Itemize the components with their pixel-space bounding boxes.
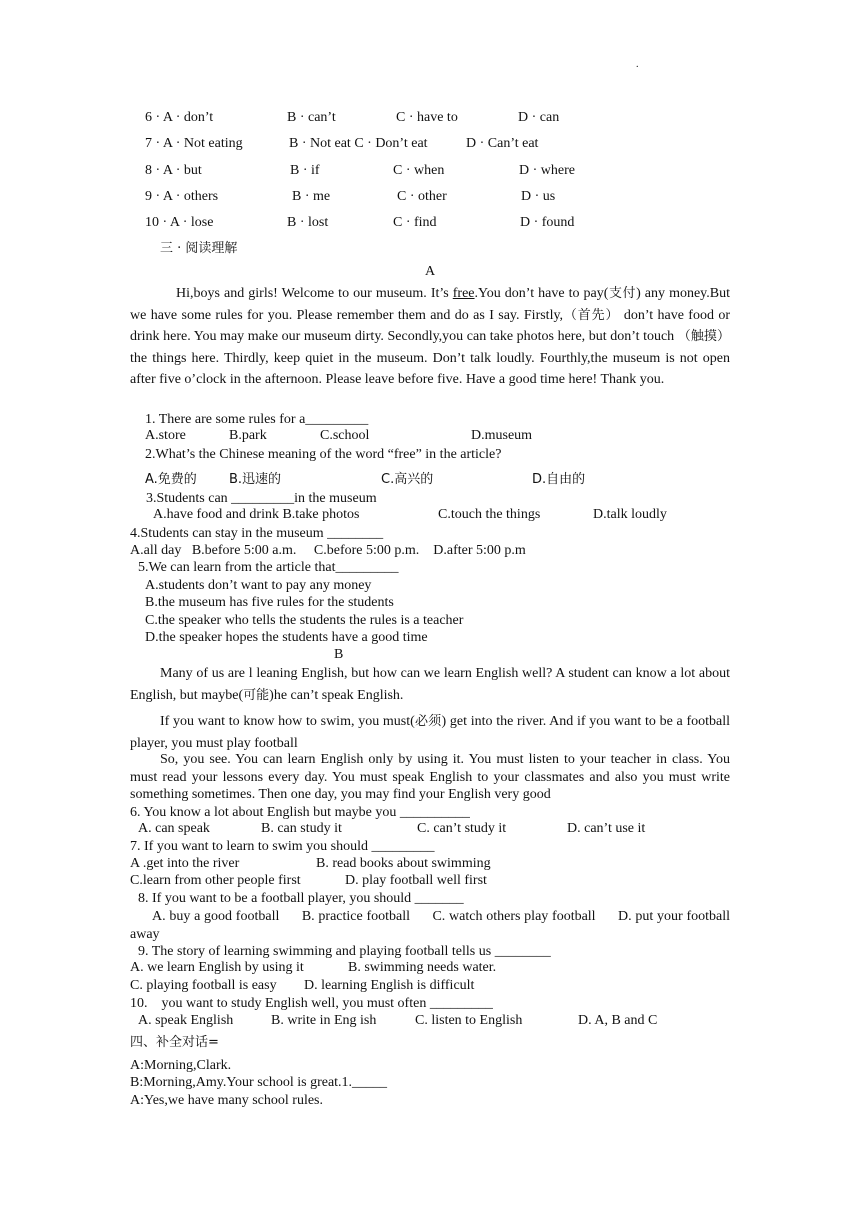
question-5: 5.We can learn from the article that_________ [138,560,399,575]
passage-b-p1: Many of us are l leaning English, but how can we learn English well? A student can know a lot about English, but maybe(可能)he can’t speak English. [130,666,730,703]
dialogue-line-2: B:Morning,Amy.Your school is great.1._____ [130,1075,388,1090]
question-4: 4.Students can stay in the museum ________ [130,526,384,541]
q4-options: A.all day B.before 5:00 a.m. C.before 5:00 p.m. D.after 5:00 p.m [130,543,526,558]
q9-option-b: B. swimming needs water. [348,960,497,975]
option-d: D · where [519,163,575,178]
option-b: B · can’t [287,110,336,125]
question-6: 6. You know a lot about English but maybe you __________ [130,805,470,820]
option-c: C · find [393,215,437,230]
question-9: 9. The story of learning swimming and playing football tells us ________ [138,944,551,959]
question-1: 1. There are some rules for a_________ [145,412,369,427]
passage-b-p2: If you want to know how to swim, you must(必须) get into the river. And if you want to be a football player, you must play football [130,714,730,751]
q9-option-a: A. we learn English by using it [130,960,304,975]
q5-option-c: C.the speaker who tells the students the rules is a teacher [145,613,464,628]
question-2: 2.What’s the Chinese meaning of the word “free” in the article? [145,447,502,462]
question-7: 7. If you want to learn to swim you should _________ [130,839,435,854]
option-b: B · lost [287,215,329,230]
q1-option-b: B.park [229,428,267,443]
option-c: C · when [393,163,445,178]
question-10: 10. you want to study English well, you must often _________ [130,996,493,1011]
q10-option-a: A. speak English [138,1013,234,1028]
q2-option-d: D.自由的 [532,472,586,487]
q3-option-d: D.talk loudly [593,507,667,522]
q6-option-d: D. can’t use it [567,821,646,836]
header-dot: . [636,59,639,70]
q1-option-a: A.store [145,428,186,443]
option-a: 8 · A · but [145,163,202,178]
section-4-title: 四、补全对话= [130,1035,219,1050]
option-b: B · me [292,189,331,204]
passage-a-text: Hi,boys and girls! Welcome to our museum. It’s free.You don’t have to pay(支付) any money.But we have some rules for you. Please remember them and do as I say. Firstly,（首先） don’t have food or drink here. You may make our museum dirty. Secondly,you can take photos here, but don’t touch （触摸） the things here. Thirdly, keep quiet in the museum. Don’t talk loudly. Fourthly,the museum is not open after five o’clock in the afternoon. Please leave before five. Have a good time here! Thank you. [130,286,730,387]
q6-option-c: C. can’t study it [417,821,507,836]
q2-option-a: A.免费的 [145,472,197,487]
option-d: D · can [518,110,560,125]
q1-option-d: D.museum [471,428,533,443]
passage-b-p3: So, you see. You can learn English only by using it. You must listen to your teacher in class. You must read your lessons every day. You must speak English to your classmates and also you must write something sometimes. Then one day, you may find your English very good [130,752,730,802]
q10-option-c: C. listen to English [415,1013,523,1028]
option-d: D · Can’t eat [466,136,539,151]
passage-b-label: B [334,647,344,662]
q7-option-a: A .get into the river [130,856,240,871]
option-d: D · found [520,215,575,230]
option-a: 7 · A · Not eating [145,136,243,151]
q3-option-ab: A.have food and drink B.take photos [153,507,360,522]
q6-option-a: A. can speak [138,821,210,836]
option-b: B · Not eat C · Don’t eat [289,136,428,151]
dialogue-line-3: A:Yes,we have many school rules. [130,1093,323,1108]
q1-option-c: C.school [320,428,370,443]
option-c: C · other [397,189,447,204]
option-a: 10 · A · lose [145,215,214,230]
q10-option-d: D. A, B and C [578,1013,658,1028]
q6-option-b: B. can study it [261,821,342,836]
q7-option-b: B. read books about swimming [316,856,491,871]
option-c: C · have to [396,110,458,125]
q10-option-b: B. write in Eng ish [271,1013,377,1028]
q7-option-d: D. play football well first [345,873,487,888]
q9-option-c: C. playing football is easy [130,978,277,993]
passage-a-label: A [424,264,436,279]
q7-option-c: C.learn from other people first [130,873,301,888]
q2-option-c: C.高兴的 [381,472,434,487]
q3-option-c: C.touch the things [438,507,541,522]
word-free: free [452,286,475,301]
dialogue-line-1: A:Morning,Clark. [130,1058,232,1073]
option-a: 9 · A · others [145,189,219,204]
q2-option-b: B.迅速的 [229,472,282,487]
section-3-title: 三 · 阅读理解 [160,241,238,256]
q5-option-b: B.the museum has five rules for the students [145,595,394,610]
q5-option-a: A.students don’t want to pay any money [145,578,372,593]
question-3: 3.Students can _________in the museum [146,491,377,506]
option-a: 6 · A · don’t [145,110,214,125]
q5-option-d: D.the speaker hopes the students have a good time [145,630,428,645]
option-b: B · if [290,163,320,178]
q8-options: A. buy a good football B. practice football C. watch others play football D. put your football away [130,909,734,942]
question-8: 8. If you want to be a football player, you should _______ [138,891,464,906]
q9-option-d: D. learning English is difficult [304,978,475,993]
option-d: D · us [521,189,556,204]
